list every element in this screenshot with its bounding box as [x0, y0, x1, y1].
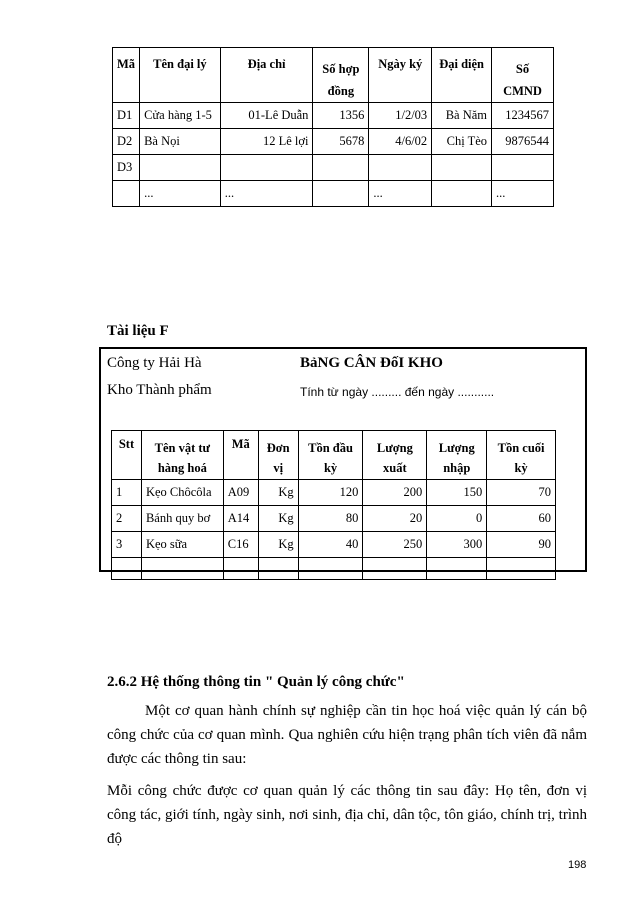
table-cell: Kg — [258, 532, 298, 558]
table-cell: Cửa hàng 1-5 — [140, 103, 221, 129]
table-cell: 80 — [298, 506, 363, 532]
table-cell: C16 — [223, 532, 258, 558]
table-cell — [432, 155, 492, 181]
paragraph: Mỗi công chức được cơ quan quản lý các thông tin sau đây: Họ tên, đơn vị công tác, giới tính, ngày sinh, nơi sinh, địa chỉ, dân tộc, tôn giáo, chính trị, trình độ — [107, 783, 587, 847]
table-cell — [220, 155, 313, 181]
table-row — [112, 480, 556, 506]
table-cell: 150 — [427, 480, 487, 506]
table-cell — [492, 155, 554, 181]
table-cell — [298, 558, 363, 580]
table-cell: 12 Lê lợi — [220, 129, 313, 155]
stock-table — [111, 430, 556, 580]
header-cell: Mã — [223, 431, 258, 480]
table-cell: Kẹo Chôcôla — [141, 480, 223, 506]
table-cell: Bánh quy bơ — [141, 506, 223, 532]
table-cell: 70 — [487, 480, 556, 506]
table-cell: 4/6/02 — [369, 129, 432, 155]
header-cell: Lượng nhập — [427, 431, 487, 480]
table-row — [113, 129, 554, 155]
table-cell: Kg — [258, 480, 298, 506]
table-cell — [487, 558, 556, 580]
table-cell — [112, 558, 142, 580]
table-cell: 9876544 — [492, 129, 554, 155]
table-cell — [140, 155, 221, 181]
table-cell — [313, 181, 369, 207]
section-heading: 2.6.2 Hệ thống thông tin " Quản lý công chức" — [107, 674, 405, 690]
table-cell: D2 — [113, 129, 140, 155]
table-cell: D3 — [113, 155, 140, 181]
table-cell: 40 — [298, 532, 363, 558]
table-cell: A14 — [223, 506, 258, 532]
company-name: Công ty Hải Hà — [107, 355, 202, 371]
table-cell — [141, 558, 223, 580]
report-period: Tính từ ngày ......... đến ngày ........... — [300, 385, 495, 399]
table-row — [113, 103, 554, 129]
table-row — [112, 532, 556, 558]
warehouse-name: Kho Thành phẩm — [107, 382, 212, 398]
section-f-title: Tài liệu F — [107, 323, 169, 339]
header-cell: Mã — [113, 48, 140, 103]
table-cell: 01-Lê Duẫn — [220, 103, 313, 129]
table-cell — [363, 558, 427, 580]
table-cell: 3 — [112, 532, 142, 558]
table-cell — [313, 155, 369, 181]
header-cell: Tồn cuối kỳ — [487, 431, 556, 480]
table-cell: ... — [369, 181, 432, 207]
table-cell: ... — [220, 181, 313, 207]
table-cell: 1/2/03 — [369, 103, 432, 129]
header-cell: Số CMND — [492, 48, 554, 103]
table-cell: Kg — [258, 506, 298, 532]
page-number: 198 — [568, 859, 587, 871]
table-cell: 20 — [363, 506, 427, 532]
header-cell: Tên vật tư hàng hoá — [141, 431, 223, 480]
paragraph: Một cơ quan hành chính sự nghiệp cần tin học hoá việc quản lý cán bộ công chức của cơ quan mình. Qua nghiên cứu hiện trạng phân tích viên đã nắm được các thông tin sau: — [107, 703, 587, 767]
table-cell — [258, 558, 298, 580]
report-title: BảNG CÂN ĐốI KHO — [300, 355, 443, 371]
table-row — [113, 181, 554, 207]
table-cell: 300 — [427, 532, 487, 558]
table-cell: 250 — [363, 532, 427, 558]
table-cell: 5678 — [313, 129, 369, 155]
table-cell — [369, 155, 432, 181]
header-cell: Tồn đầu kỳ — [298, 431, 363, 480]
table-cell: 1 — [112, 480, 142, 506]
table-row — [113, 155, 554, 181]
table-cell: 120 — [298, 480, 363, 506]
header-cell: Ngày ký — [369, 48, 432, 103]
table-cell: 1356 — [313, 103, 369, 129]
table-header-row — [113, 48, 554, 103]
header-cell: Tên đại lý — [140, 48, 221, 103]
table-cell — [427, 558, 487, 580]
table-cell: ... — [492, 181, 554, 207]
header-cell: Đơn vị — [258, 431, 298, 480]
header-cell: Lượng xuất — [363, 431, 427, 480]
table-cell: 2 — [112, 506, 142, 532]
table-cell: D1 — [113, 103, 140, 129]
table-cell — [223, 558, 258, 580]
header-cell: Đại diện — [432, 48, 492, 103]
table-cell: Chị Tèo — [432, 129, 492, 155]
table-cell: Bà Nọi — [140, 129, 221, 155]
header-cell: Số hợp đồng — [313, 48, 369, 103]
table-cell: 60 — [487, 506, 556, 532]
agent-table — [112, 47, 554, 207]
table-cell: Kẹo sữa — [141, 532, 223, 558]
table-cell: 1234567 — [492, 103, 554, 129]
table-row — [112, 558, 556, 580]
header-cell: Stt — [112, 431, 142, 480]
table-cell — [113, 181, 140, 207]
table-row — [112, 506, 556, 532]
header-cell: Địa chỉ — [220, 48, 313, 103]
table-cell: A09 — [223, 480, 258, 506]
table-cell: ... — [140, 181, 221, 207]
table-cell — [432, 181, 492, 207]
table-cell: Bà Năm — [432, 103, 492, 129]
table-cell: 200 — [363, 480, 427, 506]
table-cell: 90 — [487, 532, 556, 558]
table-header-row — [112, 431, 556, 480]
table-cell: 0 — [427, 506, 487, 532]
